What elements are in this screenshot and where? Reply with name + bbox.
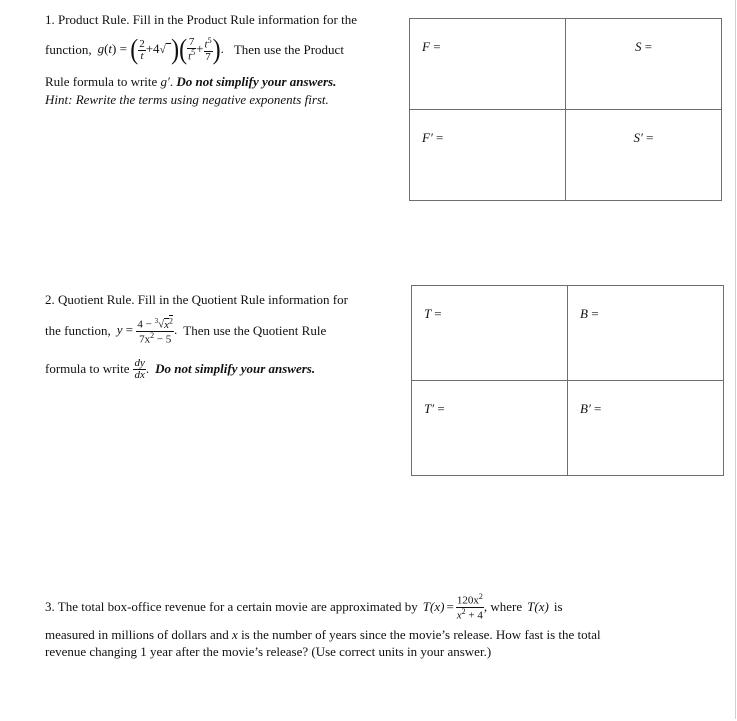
is-text: is bbox=[553, 599, 563, 614]
problem2-formula: y = $\frac{4 - ^3√x^2}{7x^2 - 5}$ . bbox=[116, 315, 178, 346]
T-of-x-2: T(x) bbox=[527, 599, 549, 614]
cell-S-prime[interactable]: S′ = bbox=[566, 110, 722, 201]
problem1-rule-line: Rule formula to write g′. Do not simplify your answers. bbox=[45, 74, 337, 89]
cell-S[interactable]: S = bbox=[566, 19, 722, 110]
hint-text: Rewrite the terms using negative exponents first. bbox=[75, 92, 329, 107]
problem1-then-text: Then use the Product bbox=[233, 42, 344, 57]
formula-text: formula to write bbox=[45, 361, 130, 376]
quotient-fraction: $\frac{4 - ^3√x^2}{7x^2 - 5}$ bbox=[137, 315, 173, 346]
func-name: g bbox=[97, 40, 105, 56]
plus-four: +4 bbox=[145, 40, 160, 56]
rule-line-text: Rule formula to write bbox=[45, 74, 158, 89]
cell-T-prime[interactable]: T′ = bbox=[412, 381, 568, 476]
where-text: , where bbox=[483, 599, 523, 614]
problem1-heading: 1. Product Rule. Fill in the Product Rule information for the bbox=[45, 12, 357, 27]
problem1-function-prefix: function, bbox=[45, 42, 92, 57]
problem1-hint bbox=[45, 92, 329, 108]
problem2-formula-line: formula to write $\frac{dy}{dx}$ . Do not simplify your answers. bbox=[45, 356, 316, 381]
hint-label: Hint: bbox=[45, 92, 73, 107]
problem2-answer-table bbox=[411, 285, 724, 476]
cell-B-prime[interactable]: B′ = bbox=[568, 381, 724, 476]
dy-dx-fraction: $\frac{dy}{dx}$ bbox=[134, 356, 145, 381]
problem2-bold-instruction: Do not simplify your answers. bbox=[155, 361, 316, 376]
problem3-line2: measured in millions of dollars and x is the number of years since the movie’s release. How fast is the total bbox=[45, 627, 601, 642]
cell-B[interactable]: B = bbox=[568, 286, 724, 381]
problem2-then-text: Then use the Quotient Rule bbox=[183, 323, 327, 338]
problem1-formula: g(t) = ( $\frac{2}{t}$ +4√ )( $\frac{7}{t^5}$ + $\frac{t^5}{7}$ ). bbox=[97, 34, 224, 66]
revenue-fraction: $\frac{120x^2}{x^2 + 4}$ bbox=[456, 591, 483, 622]
g-prime: g′ bbox=[160, 74, 170, 89]
fraction-t5-over-7: $\frac{t^5}{7}$ bbox=[204, 36, 212, 63]
problem3-line1: 3. The total box-office revenue for a certain movie are approximated by T(x) = $\frac{120x^2}{x^2 + 4}$ , where T(x) is bbox=[45, 591, 563, 622]
problem3-intro: 3. The total box-office revenue for a certain movie are approximated by bbox=[45, 599, 418, 614]
problem2-function-line bbox=[45, 314, 326, 348]
T-of-x: T(x) bbox=[422, 599, 445, 614]
cell-T[interactable]: T = bbox=[412, 286, 568, 381]
fraction-2-over-t: $\frac{2}{t}$ bbox=[139, 37, 145, 62]
func-var: t bbox=[108, 40, 113, 56]
problem1-bold-instruction: Do not simplify your answers. bbox=[176, 74, 337, 89]
problem2-function-prefix: the function, bbox=[45, 323, 111, 338]
cell-F[interactable]: F = bbox=[410, 19, 566, 110]
problem1-answer-table bbox=[409, 18, 722, 201]
cell-F-prime[interactable]: F′ = bbox=[410, 110, 566, 201]
problem2-heading: 2. Quotient Rule. Fill in the Quotient Rule information for bbox=[45, 292, 348, 307]
problem3-line3: revenue changing 1 year after the movie’s release? (Use correct units in your answer.) bbox=[45, 644, 492, 659]
problem1-function-line bbox=[45, 32, 344, 68]
fraction-7-over-t5: $\frac{7}{t^5}$ bbox=[188, 36, 196, 63]
